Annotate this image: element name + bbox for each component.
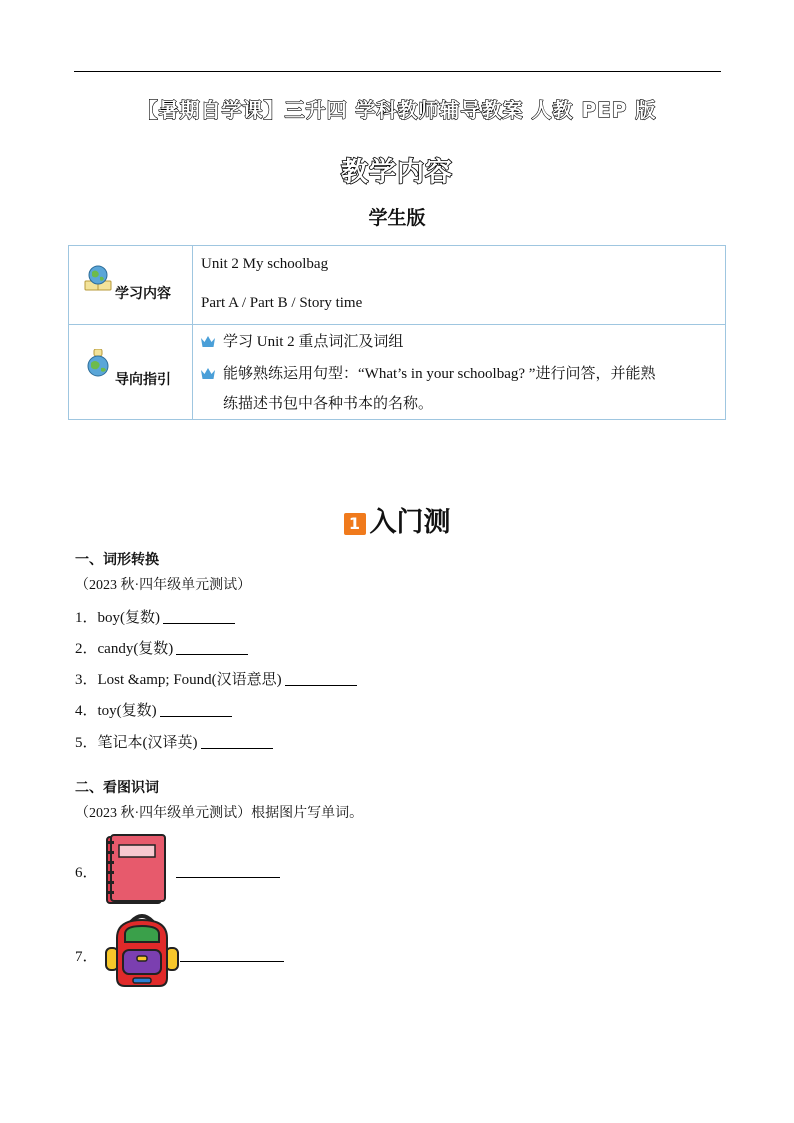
- answer-blank[interactable]: [176, 641, 248, 655]
- part1-source: （2023 秋·四年级单元测试）: [75, 578, 252, 593]
- part2-heading: 二、看图识词: [75, 780, 159, 796]
- question-text: 5．笔记本(汉译英): [75, 735, 198, 751]
- label-cell-guide: [69, 325, 193, 420]
- unit-parts: Part A / Part B / Story time: [201, 295, 363, 311]
- question-5: [75, 731, 273, 752]
- question-7-number: 7．: [75, 949, 98, 965]
- globe-lightbulb-icon: [83, 349, 113, 379]
- question-text: 2．candy(复数): [75, 641, 174, 657]
- question-2: [75, 637, 248, 658]
- section-title: 入门测: [369, 507, 451, 538]
- schoolbag-picture: [103, 912, 181, 988]
- question-text: 1．boy(复数): [75, 610, 160, 626]
- label-study-content: 学习内容: [115, 286, 171, 302]
- question-4: [75, 699, 232, 720]
- header-rule: [74, 71, 721, 72]
- edition-label: 学生版: [368, 207, 426, 229]
- guide-bullet-1: [201, 327, 717, 357]
- crown-bullet-icon: [201, 359, 223, 379]
- answer-blank[interactable]: [163, 610, 235, 624]
- section-heading: [0, 500, 794, 539]
- answer-blank[interactable]: [201, 735, 273, 749]
- guide-text-1: 学习 Unit 2 重点词汇及词组: [223, 334, 404, 350]
- guide-cell: [193, 325, 726, 420]
- notebook-picture: [103, 833, 167, 905]
- globe-book-icon: [83, 263, 113, 293]
- question-text: 3．Lost &amp; Found(汉语意思): [75, 672, 282, 688]
- question-3: [75, 668, 357, 689]
- question-1: [75, 606, 235, 627]
- label-cell-content: [69, 246, 193, 325]
- unit-title: Unit 2 My schoolbag: [201, 256, 329, 272]
- header-title: 【暑期自学课】三升四 学科教师辅导教案 人教 PEP 版: [137, 98, 657, 122]
- answer-blank[interactable]: [285, 672, 357, 686]
- guide-text-2-cont: 练描述书包中各种书本的名称。: [223, 396, 434, 412]
- answer-blank[interactable]: [180, 948, 284, 962]
- info-table: [68, 245, 726, 420]
- crown-bullet-icon: [201, 327, 223, 347]
- section-number-badge: 1: [344, 513, 366, 535]
- doc-title: 教学内容: [341, 157, 453, 188]
- answer-blank[interactable]: [176, 864, 280, 878]
- question-text: 4．toy(复数): [75, 703, 157, 719]
- part1-heading: 一、词形转换: [75, 552, 159, 568]
- question-6-number: 6．: [75, 865, 98, 881]
- guide-bullet-2: [201, 359, 717, 389]
- part2-source: （2023 秋·四年级单元测试）根据图片写单词。: [75, 806, 364, 821]
- study-content-cell: [193, 246, 726, 325]
- guide-text-2: 能够熟练运用句型：“What’s in your schoolbag? ”进行问答，并能熟: [223, 366, 656, 382]
- answer-blank[interactable]: [160, 703, 232, 717]
- label-guide: 导向指引: [115, 372, 171, 388]
